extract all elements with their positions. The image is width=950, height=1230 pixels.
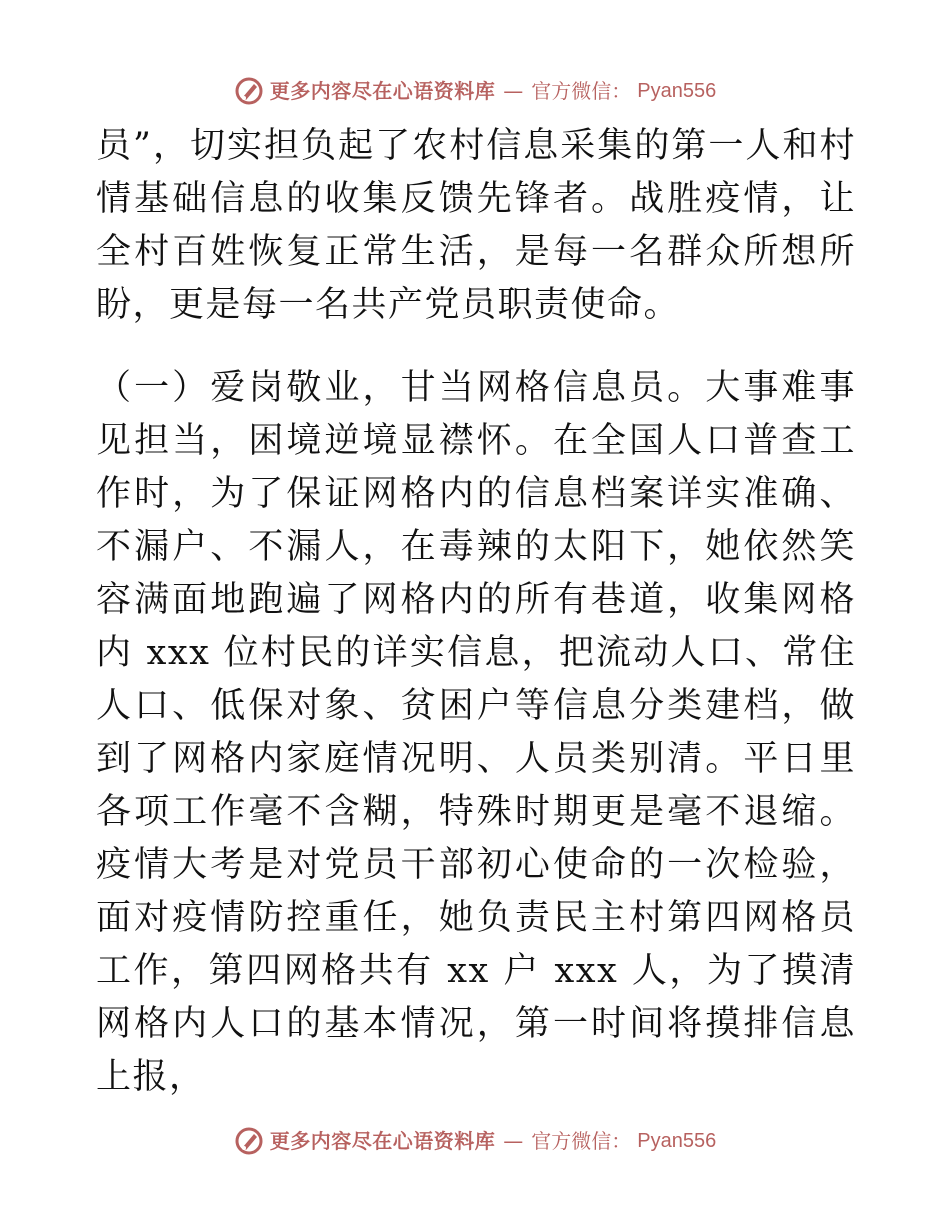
watermark-contact-label: 官方微信： — [531, 79, 632, 103]
header-watermark — [0, 76, 950, 106]
watermark-contact-id: Pyan556 — [637, 80, 717, 102]
watermark-contact-label: 官方微信： — [531, 1129, 632, 1153]
footer-watermark — [0, 1126, 950, 1156]
watermark-main-text: 更多内容尽在心语资料库 — [269, 79, 496, 103]
watermark-dash: — — [503, 79, 524, 103]
paragraph: （一）爱岗敬业，甘当网格信息员。大事难事见担当，困境逆境显襟怀。在全国人口普查工作时，为了保证网格内的信息档案详实准确、不漏户、不漏人，在毒辣的太阳下，她依然笑容满面地跑遍了网格内的所有巷道，收集网格内 xxx 位村民的详实信息，把流动人口、常住人口、低保对象、贫困户等信息分类建档，做到了网格内家庭情况明、人员类别清。平日里各项工作毫不含糊，特殊时期更是毫不退缩。疫情大考是对党员干部初心使命的一次检验，面对疫情防控重任，她负责民主村第四网格员工作，第四网格共有 xx 户 xxx 人，为了摸清网格内人口的基本情况，第一时间将摸排信息上报， — [96, 368, 856, 1097]
paragraph: 员”，切实担负起了农村信息采集的第一人和村情基础信息的收集反馈先锋者。战胜疫情，让全村百姓恢复正常生活，是每一名群众所想所盼，更是每一名共产党员职责使命。 — [96, 126, 856, 325]
watermark-contact-id: Pyan556 — [637, 1130, 717, 1152]
pen-logo-icon — [234, 76, 264, 106]
watermark-main-text: 更多内容尽在心语资料库 — [269, 1129, 496, 1153]
document-body — [96, 120, 856, 1104]
watermark-dash: — — [503, 1129, 524, 1153]
pen-logo-icon — [234, 1126, 264, 1156]
